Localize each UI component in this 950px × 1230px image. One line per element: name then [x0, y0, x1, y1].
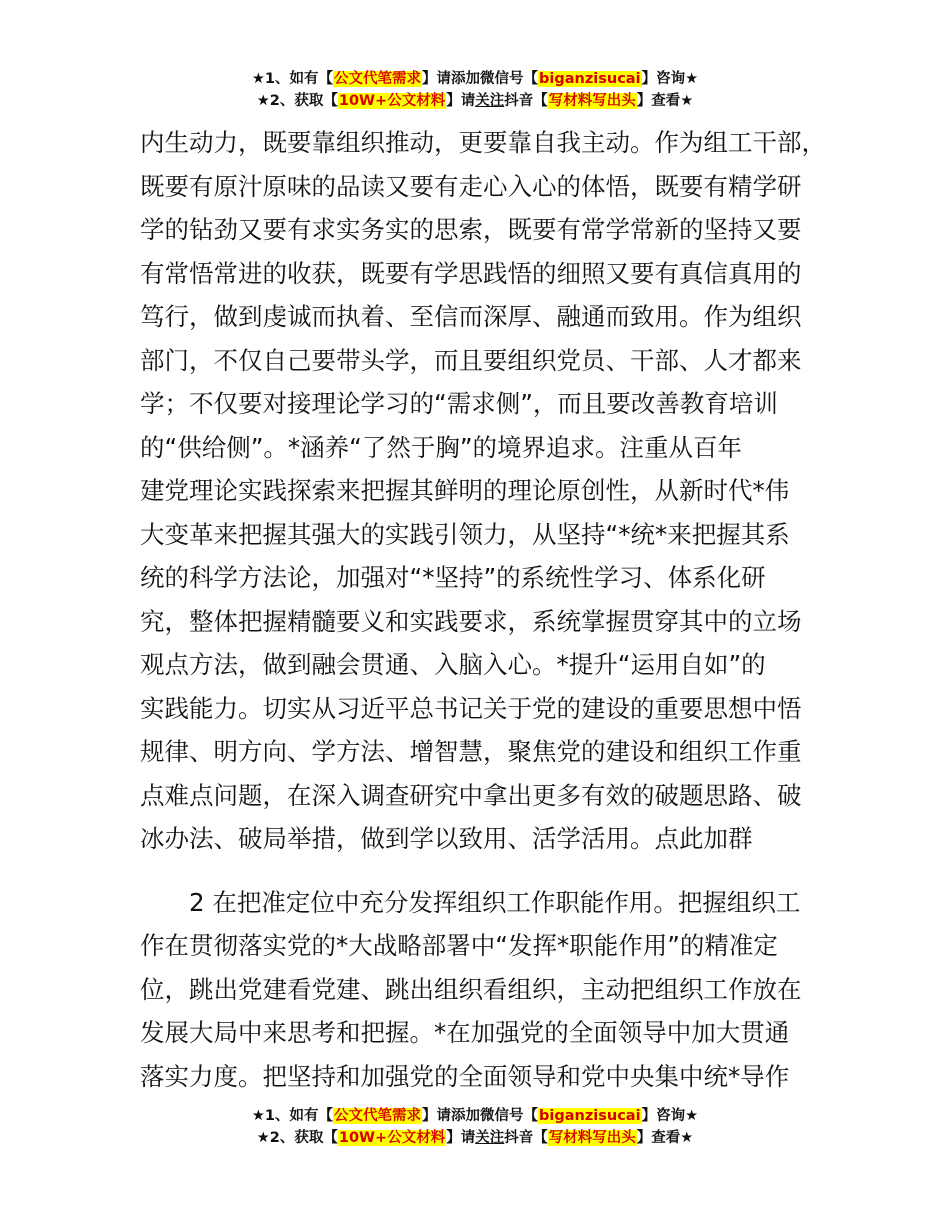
text-line: 学；不仅要对接理论学习的“需求侧”，而且要改善教育培训	[140, 389, 778, 418]
highlight-materials: 10W+公文材料	[338, 1130, 446, 1146]
highlight-materials: 10W+公文材料	[338, 93, 446, 109]
text-line: 冰办法、破局举措，做到学以致用、活学活用。点此加群	[140, 824, 753, 853]
highlight-service: 公文代笔需求	[334, 71, 422, 87]
banner-line-2	[0, 1127, 950, 1149]
text-line: 大变革来把握其强大的实践引领力，从坚持“*统*来把握其系	[140, 519, 790, 549]
text-line: 位，跳出党建看党建、跳出组织看组织，主动把组织工作放在	[140, 974, 802, 1004]
highlight-wechat-id: biganzisucai	[539, 1108, 641, 1124]
banner-text: 抖音【	[504, 1130, 548, 1146]
highlight-wechat-id: biganzisucai	[539, 71, 641, 87]
text-line: 笃行，做到虔诚而执着、至信而深厚、融通而致用。作为组织	[140, 302, 802, 331]
text-line: 有常悟常进的收获，既要有学思践悟的细照又要有真信真用的	[140, 258, 802, 288]
banner-text: 】请	[446, 1130, 476, 1146]
highlight-douyin: 写材料写出头	[548, 1130, 636, 1146]
highlight-service: 公文代笔需求	[334, 1108, 422, 1124]
banner-text: ★2、获取【	[256, 1130, 338, 1146]
banner-text: 】请添加微信号【	[422, 1108, 539, 1124]
text-line: 学的钻劲又要有求实务实的思索，既要有常学常新的坚持又要	[140, 215, 802, 244]
banner-text: 】查看★	[636, 1130, 694, 1146]
underlined-text: 关注	[475, 93, 505, 109]
text-line: 既要有原汁原味的品读又要有走心入心的体悟，既要有精学研	[140, 171, 802, 201]
text-line: 内生动力，既要靠组织推动，更要靠自我主动。作为组工干部，	[140, 128, 826, 157]
text-line: 规律、明方向、学方法、增智慧，聚焦党的建设和组织工作重	[140, 737, 802, 766]
text-line: 建党理论实践探索来把握其鲜明的理论原创性，从新时代*伟	[140, 476, 790, 505]
text-line: 点难点问题，在深入调查研究中拿出更多有效的破题思路、破	[140, 780, 802, 810]
banner-text: 】咨询★	[641, 1108, 699, 1124]
banner-line-1	[0, 1105, 950, 1127]
banner-text: 】咨询★	[641, 71, 699, 87]
text-line: 统的科学方法论，加强对“*坚持”的系统性学习、体系化研	[140, 563, 766, 592]
banner-line-1	[0, 68, 950, 90]
text-line: 作在贯彻落实党的*大战略部署中“发挥*职能作用”的精准定	[140, 931, 778, 960]
text-line: 2 在把准定位中充分发挥组织工作职能作用。把握组织工	[140, 887, 801, 917]
banner-text: 】请添加微信号【	[422, 71, 539, 87]
banner-text: ★2、获取【	[256, 93, 338, 109]
text-line: 实践能力。切实从习近平总书记关于党的建设的重要思想中悟	[140, 693, 802, 723]
banner-text: 】查看★	[636, 93, 694, 109]
paragraph-2	[140, 881, 830, 1099]
banner-text: 抖音【	[504, 93, 548, 109]
highlight-douyin: 写材料写出头	[548, 93, 636, 109]
footer-banner	[0, 1105, 950, 1149]
text-line: 的“供给侧”。*涵养“了然于胸”的境界追求。注重从百年	[140, 432, 743, 462]
text-line: 究，整体把握精髓要义和实践要求，系统掌握贯穿其中的立场	[140, 606, 802, 636]
text-line: 部门，不仅自己要带头学，而且要组织党员、干部、人才都来	[140, 345, 802, 375]
paragraph-1	[140, 121, 830, 861]
text-line: 观点方法，做到融会贯通、入脑入心。*提升“运用自如”的	[140, 650, 766, 679]
banner-line-2	[0, 90, 950, 112]
text-line: 落实力度。把坚持和加强党的全面领导和党中央集中统*导作	[140, 1061, 790, 1091]
text-line: 发展大局中来思考和把握。*在加强党的全面领导中加大贯通	[140, 1018, 790, 1047]
banner-text: 】请	[446, 93, 476, 109]
document-body	[140, 121, 830, 1098]
banner-text: ★1、如有【	[251, 1108, 334, 1124]
header-banner	[0, 68, 950, 112]
underlined-text: 关注	[475, 1130, 505, 1146]
banner-text: ★1、如有【	[251, 71, 334, 87]
